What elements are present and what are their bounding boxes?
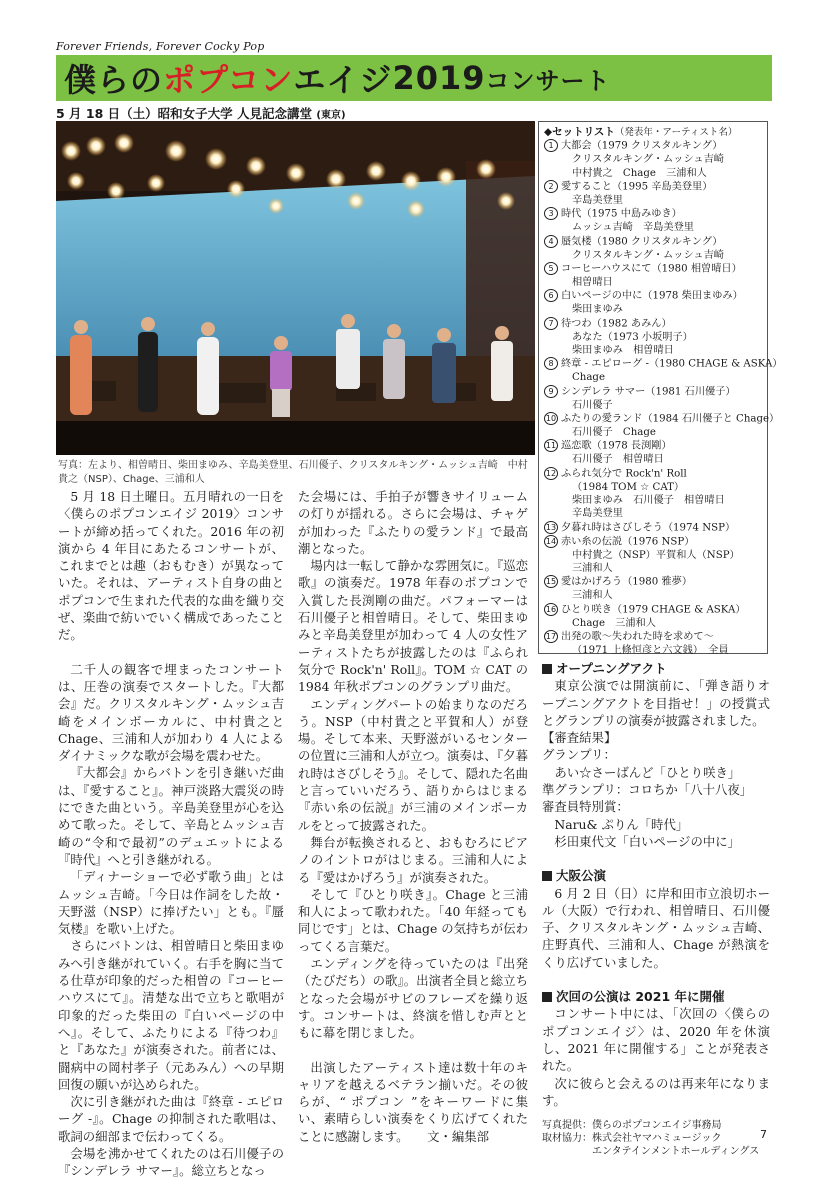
paragraph: 二千人の観客で埋まったコンサートは、圧巻の演奏でスタートした。『大都会』だ。クリスタルキング・ムッシュ吉崎をメインボーカルに、中村貴之と Chage、三浦和人が加わり 4 人によるダイナミックな歌が会場を震わせた。 <box>58 661 284 764</box>
title-part-2: ポプコン <box>163 61 294 99</box>
square-bullet-icon <box>542 992 552 1002</box>
paragraph: 舞台が転換されると、おもむろにピアノのイントロがはじまる。三浦和人による『愛はかげろう』が演奏された。 <box>298 834 528 885</box>
setlist-song <box>544 180 763 194</box>
song-title: 蜃気楼（1980 クリスタルキング） <box>561 236 723 248</box>
song-title: 終章 - エピローグ -（1980 CHAGE & ASKA） <box>561 358 783 370</box>
section-heading-opening-act <box>542 660 770 677</box>
result-line: グランプリ： <box>542 747 616 763</box>
performer-line: （1971 上條恒彦と六文銭） 全員 <box>572 644 729 656</box>
setlist-heading-text: ◆セットリスト <box>544 126 615 138</box>
track-number: 14 <box>545 536 557 546</box>
setlist-song <box>544 385 763 399</box>
article-column-1 <box>58 488 284 1180</box>
date-venue-text: 5 月 18 日（土）昭和女子大学 人見記念講堂 <box>56 106 313 121</box>
performer-line: 中村貴之（NSP）平賀和人（NSP） <box>572 549 740 561</box>
section-heading-text: 大阪公演 <box>556 868 607 884</box>
square-bullet-icon <box>542 664 552 674</box>
song-title: 白いページの中に（1978 柴田まゆみ） <box>561 290 743 302</box>
paragraph: そして『ひとり咲き』。Chage と三浦和人によって歌われた。「40 年経っても同じです」とは、Chage の気持ちが伝わってくる言葉だ。 <box>298 886 528 954</box>
paragraph: 東京公演では開演前に、「弾き語りオープニングアクトを目指せ！」の授賞式とグランプリの演奏が披露されました。 <box>542 678 770 728</box>
song-title: 待つわ（1982 あみん） <box>561 318 672 330</box>
setlist-song <box>544 630 763 644</box>
paragraph: 次に彼らと会えるのは再来年になります。 <box>542 1075 770 1108</box>
song-title: ふたりの愛ランド（1984 石川優子と Chage） <box>561 413 780 425</box>
performer-line: 辛島美登里 <box>572 195 623 207</box>
setlist-song <box>544 357 783 371</box>
performer-line: クリスタルキング・ムッシュ吉崎 <box>572 249 724 261</box>
track-number: 2 <box>544 180 558 193</box>
paragraph: さらにバトンは、相曽晴日と柴田まゆみへ引き継がれていく。右手を胸に当てる仕草が印象的だった相曽の『コーヒーハウスにて』。清楚な出で立ちと歌唱が印象的だった柴田の『白いページの中へ』。そして、ふたりによる『待つわ』と『あなた』が演奏された。前者には、闘病中の岡村孝子（元あみん）への早期回復の願いが込められた。 <box>58 938 284 1092</box>
track-number: 8 <box>544 357 558 370</box>
square-bullet-icon <box>542 871 552 881</box>
results-heading: 【審査結果】 <box>542 730 617 746</box>
setlist-song <box>544 412 780 426</box>
paragraph: 出演したアーティスト達は数十年のキャリアを越えるベテラン揃いだ。その彼らが、“ ポプコン ”をキーワードに集い、素晴らしい演奏をくり広げてくれたことに感謝します。 文・編集部 <box>298 1059 528 1144</box>
section-heading-osaka <box>542 867 770 884</box>
song-title: 愛はかげろう（1980 雅夢） <box>561 576 693 588</box>
performer-line: Chage 三浦和人 <box>572 617 656 629</box>
performer-line: 石川優子 相曽晴日 <box>572 454 664 466</box>
track-number: 5 <box>544 262 558 275</box>
song-title: 出発の歌〜失われた時を求めて〜 <box>561 631 714 643</box>
result-line: あい☆さーばんど「ひとり咲き」 <box>542 764 741 780</box>
credit-line: 取材協力：株式会社ヤマハミュージック <box>542 1133 722 1145</box>
title-part-1: 僕らの <box>64 61 164 99</box>
paragraph: 「ディナーショーで必ず歌う曲」とはムッシュ吉崎。「今日は作詞をした故・天野滋（NSP）に捧げたい」とも。『蜃気楼』を歌い上げた。 <box>58 869 284 937</box>
setlist-song <box>544 603 763 617</box>
track-number: 12 <box>545 468 557 478</box>
paragraph: 場内は一転して静かな雰囲気に。『巡恋歌』の演奏だ。1978 年春のポプコンで入賞した長渕剛の曲だ。パフォーマーは石川優子と相曽晴日。そして、柴田まゆみと辛島美登里が加わって 4 人の女性アーティストたちが披露したのは『ふられ気分で Rock'n' Roll』。TOM ☆ CAT の 1984 年秋ポプコンのグランプリ曲だ。 <box>298 558 528 695</box>
paragraph: 5 月 18 日土曜日。五月晴れの一日を〈僕らのポプコンエイジ 2019〉コンサートが締め括ってくれた。2016 年の初演から 4 年目にあたるコンサートが、これまでとは趣（おもむき）が異なっていた。それは、アーティスト自身の曲とポプコンで生まれた代表的な曲を織り交ぜ、楽曲で紡いでいく構成であったことだ。 <box>58 489 284 643</box>
song-title: 時代（1975 中島みゆき） <box>561 208 682 220</box>
track-number: 17 <box>545 632 557 642</box>
track-number: 1 <box>544 139 558 152</box>
track-number: 4 <box>544 235 558 248</box>
performer-line: Chage <box>572 372 605 384</box>
track-number: 11 <box>545 441 557 451</box>
setlist-song <box>544 521 763 535</box>
paragraph: 次に引き継がれた曲は『終章 - エピローグ -』。Chage の抑制された歌唱は、歌詞の細部まで伝わってくる。 <box>58 1094 284 1144</box>
setlist-song <box>544 575 763 589</box>
performer-line: 石川優子 <box>572 399 613 411</box>
title-part-5: コンサート <box>485 66 611 95</box>
performer-line: 石川優子 Chage <box>572 426 656 438</box>
photo-caption: 写真：左より、相曽晴日、柴田まゆみ、辛島美登里、石川優子、クリスタルキング・ムッシュ吉崎 中村貴之（NSP）、Chage、三浦和人 <box>58 460 528 485</box>
paragraph: た会場には、手拍子が響きサイリュームの灯りが揺れる。さらに会場は、チャゲが加わった『ふたりの愛ランド』で最高潮となった。 <box>298 489 528 556</box>
tagline: Forever Friends, Forever Cocky Pop <box>56 40 265 53</box>
title-banner <box>56 55 772 101</box>
setlist-song <box>544 439 763 453</box>
song-title: 愛すること（1995 辛島美登里） <box>561 181 713 193</box>
setlist-song <box>544 235 763 249</box>
setlist-song <box>544 317 763 331</box>
paragraph: 会場を沸かせてくれたのは石川優子の『シンデレラ サマー』。総立ちとなっ <box>58 1145 284 1179</box>
performer-line: 柴田まゆみ <box>572 304 623 316</box>
performer-line: 相曽晴日 <box>572 276 613 288</box>
track-number: 15 <box>545 577 557 587</box>
setlist-song <box>544 207 763 221</box>
result-line: 杉田東代文「白いページの中に」 <box>542 833 741 849</box>
song-title: 大都会（1979 クリスタルキング） <box>561 140 723 152</box>
setlist-heading-note: （発表年・アーティスト名） <box>614 127 738 138</box>
paragraph: 『大都会』からバトンを引き継いだ曲は、『愛すること』。神戸淡路大震災の時にできた曲という。辛島美登里が心を込めて歌った。そして、辛島とムッシュ吉崎の“令和で最初”のデュエットによる『時代』へと引き継がれる。 <box>58 765 284 867</box>
setlist-song <box>544 467 763 481</box>
setlist-items <box>544 139 783 657</box>
performer-line: クリスタルキング・ムッシュ吉崎 <box>572 154 724 166</box>
concert-photo <box>56 121 535 455</box>
performer-line: 柴田まゆみ 石川優子 相曽晴日 <box>572 494 725 506</box>
concert-stage-illustration <box>56 121 535 455</box>
credit-line: エンタテインメントホールディングス <box>542 1146 760 1158</box>
performer-line: 三浦和人 <box>572 563 613 574</box>
song-title: シンデレラ サマー（1981 石川優子） <box>561 386 736 398</box>
performer-line: あなた（1973 小坂明子） <box>572 331 693 343</box>
paragraph: エンディングパートの始まりなのだろう。NSP（中村貴之と平賀和人）が登場。そして本来、天野滋がいるセンターの位置に三浦和人が立つ。演奏は、『夕暮れ時はさびしそう』。そして、隠れた名曲と言っていいだろう、語りからはじまる『赤い糸の伝説』が三浦のメインボーカルをとって披露された。 <box>298 696 528 833</box>
title-part-4: 2019 <box>392 59 486 97</box>
title-part-3: エイジ <box>293 61 393 99</box>
paragraph: コンサート中には、「次回の〈僕らのポプコンエイジ〉は、2020 年を休演し、2021 年に開催する」ことが発表された。 <box>542 1006 770 1074</box>
performer-line: 柴田まゆみ 相曽晴日 <box>572 345 674 356</box>
track-number: 3 <box>544 207 558 220</box>
track-number: 7 <box>544 317 558 330</box>
song-title: ふられ気分で Rock'n' Roll <box>561 468 687 480</box>
setlist-heading <box>544 126 763 139</box>
performer-line: 三浦和人 <box>572 590 613 602</box>
song-title: 赤い糸の伝説（1976 NSP） <box>561 536 695 548</box>
performer-line: （1984 TOM ☆ CAT） <box>572 481 685 493</box>
setlist-song <box>544 535 763 549</box>
credits <box>542 1119 770 1158</box>
venue-city: (東京) <box>316 110 346 121</box>
song-title: 夕暮れ時はさびしそう（1974 NSP） <box>561 522 736 534</box>
track-number: 6 <box>544 289 558 302</box>
paragraph: エンディングを待っていたのは『出発（たびだち）の歌』。出演者全員と総立ちとなった会場がサビのフレーズを繰り返す。コンサートは、終演を惜しむ声とともに幕を閉じました。 <box>298 956 528 1041</box>
result-line: 審査員特別賞： <box>542 799 629 815</box>
section-heading-text: 次回の公演は 2021 年に開催 <box>556 989 725 1005</box>
date-venue <box>56 104 346 122</box>
song-title: 巡恋歌（1978 長渕剛） <box>561 440 672 452</box>
setlist-song <box>544 139 763 153</box>
performer-line: 辛島美登里 <box>572 508 623 520</box>
credit-line: 写真提供：僕らのポプコンエイジ事務局 <box>542 1120 722 1132</box>
result-line: Naru& ぷりん「時代」 <box>542 816 689 832</box>
page-number: 7 <box>760 1128 767 1141</box>
track-number: 9 <box>544 385 558 398</box>
section-heading-next <box>542 988 770 1005</box>
paragraph: 6 月 2 日（日）に岸和田市立浪切ホール（大阪）で行われ、相曽晴日、石川優子、クリスタルキング・ムッシュ吉崎、庄野真代、三浦和人、Chage が熱演をくり広げていました。 <box>542 885 770 970</box>
song-title: コーヒーハウスにて（1980 相曽晴日） <box>561 263 742 275</box>
article-column-3 <box>542 660 770 1158</box>
track-number: 16 <box>545 604 557 614</box>
section-heading-text: オープニングアクト <box>556 661 667 676</box>
setlist-box <box>538 121 783 656</box>
track-number: 10 <box>545 414 557 424</box>
performer-line: ムッシュ吉崎 辛島美登里 <box>572 222 694 234</box>
setlist-song <box>544 262 763 276</box>
song-title: ひとり咲き（1979 CHAGE & ASKA） <box>561 604 746 616</box>
track-number: 13 <box>545 522 557 532</box>
performer-line: 中村貴之 Chage 三浦和人 <box>572 167 707 179</box>
result-line: 準グランプリ：コロちか「八十八夜」 <box>542 782 753 798</box>
article-column-2 <box>298 488 528 1145</box>
setlist-song <box>544 289 763 303</box>
